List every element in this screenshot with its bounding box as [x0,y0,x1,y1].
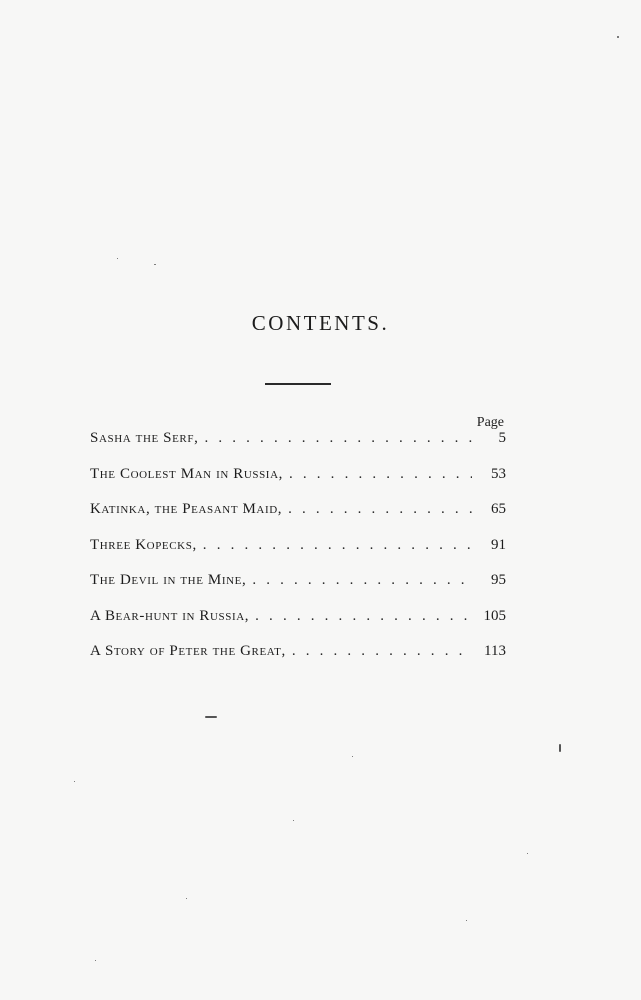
toc-entry [90,466,506,502]
dot-leader [288,501,472,518]
toc-entry-page: 105 [483,607,506,624]
paper-speck [186,898,187,899]
toc-entry-title: The Coolest Man in Russia, [90,465,283,482]
paper-speck [617,36,619,38]
toc-entry-title: Three Kopecks, [90,536,197,553]
toc-entry-page: 53 [491,465,506,482]
toc-entry [90,501,506,537]
toc-entry-page: 91 [491,536,506,553]
table-of-contents [90,430,506,679]
toc-entry-title: The Devil in the Mine, [90,572,247,588]
toc-entry [90,430,506,466]
paper-speck [154,264,156,265]
paper-speck [527,853,528,854]
paper-speck [117,258,118,259]
dot-leader [204,430,472,447]
toc-entry [90,643,506,679]
heading-rule [265,383,331,385]
toc-entry-title: A Story of Peter the Great, [90,643,286,659]
paper-speck [293,820,294,821]
paper-speck [74,781,75,782]
paper-speck [466,920,467,921]
dot-leader [252,572,472,589]
paper-speck [205,716,217,718]
toc-entry-page: 65 [491,501,506,517]
page-column-label: Page [476,415,504,430]
paper-speck [352,756,353,757]
toc-entry-page: 113 [484,643,506,659]
toc-entry-title: A Bear-hunt in Russia, [90,607,250,624]
dot-leader [255,608,472,625]
dot-leader [203,537,472,554]
toc-entry-page: 5 [498,430,506,446]
toc-entry-title: Katinka, the Peasant Maid, [90,501,283,517]
paper-speck [95,960,96,961]
dot-leader [292,643,472,660]
toc-entry-page: 95 [491,572,506,588]
toc-entry [90,572,506,608]
contents-heading: CONTENTS. [251,311,390,335]
toc-entry [90,537,506,573]
dot-leader [289,466,472,483]
toc-entry [90,608,506,644]
paper-speck [559,744,561,752]
toc-entry-title: Sasha the Serf, [90,430,199,446]
